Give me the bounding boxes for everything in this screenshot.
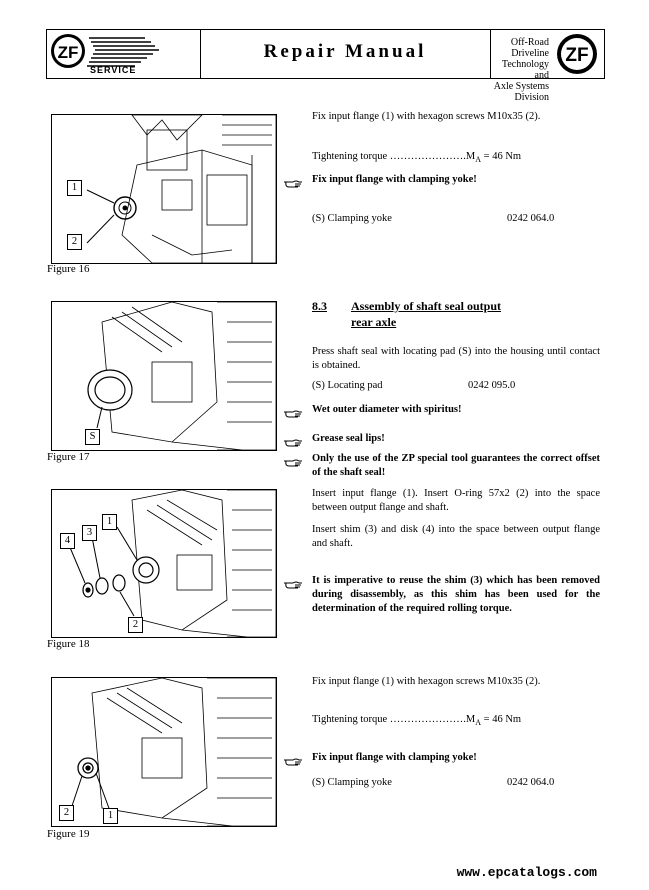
fig17-note1: Wet outer diameter with spiritus! xyxy=(312,404,462,415)
page-header xyxy=(46,29,605,103)
document-title: Repair Manual xyxy=(263,41,427,62)
division-line: Technology and xyxy=(501,59,549,81)
fig18-instruction-2: Insert shim (3) and disk (4) into the space between output flange and shaft. xyxy=(312,524,600,549)
torque-label: Tightening torque ………………….M xyxy=(312,714,476,725)
gearbox-drawing xyxy=(52,490,276,637)
fig17-instruction: Press shaft seal with locating pad (S) into the housing until contact is obtained. xyxy=(312,346,600,371)
division-cell xyxy=(490,30,604,103)
title-cell xyxy=(200,30,491,78)
torque-subscript: A xyxy=(475,718,482,728)
fig17-note3: Only the use of the ZP special tool guarantees the correct offset of the shaft seal! xyxy=(312,453,600,478)
callout-3: 3 xyxy=(82,525,97,541)
fig19-torque xyxy=(312,713,521,730)
zf-logo-icon xyxy=(554,31,600,77)
pointing-hand-icon xyxy=(283,757,303,767)
callout-2: 2 xyxy=(59,805,74,821)
gearbox-drawing xyxy=(52,302,276,450)
figure-19-caption: Figure 19 xyxy=(47,828,90,840)
fig16-tool-number: 0242 064.0 xyxy=(507,213,555,224)
zf-service-logo xyxy=(47,30,201,78)
fig16-tool-label: (S) Clamping yoke xyxy=(312,213,392,224)
figure-16-image xyxy=(51,114,277,264)
callout-4: 4 xyxy=(60,533,75,549)
figure-17-caption: Figure 17 xyxy=(47,451,90,463)
callout-2: 2 xyxy=(67,234,82,250)
footer-url[interactable]: www.epcatalogs.com xyxy=(456,865,597,880)
section-number: 8.3 xyxy=(312,299,327,313)
callout-2: 2 xyxy=(128,617,143,633)
fig17-note2: Grease seal lips! xyxy=(312,433,385,444)
fig19-tool-label: (S) Clamping yoke xyxy=(312,777,392,788)
pointing-hand-icon xyxy=(283,458,303,468)
figure-17-image xyxy=(51,301,277,451)
service-label: SERVICE xyxy=(90,65,137,75)
pointing-hand-icon xyxy=(283,438,303,448)
fig16-instruction: Fix input flange (1) with hexagon screws M10x35 (2). xyxy=(312,111,541,122)
fig19-note: Fix input flange with clamping yoke! xyxy=(312,752,477,763)
torque-label: Tightening torque ………………….M xyxy=(312,151,476,162)
fig17-tool-label: (S) Locating pad xyxy=(312,380,383,391)
torque-subscript: A xyxy=(475,155,482,165)
section-title-line2: rear axle xyxy=(351,315,397,329)
fig16-torque xyxy=(312,150,521,167)
division-line: Off-Road Driveline xyxy=(510,37,549,59)
fig17-tool-number: 0242 095.0 xyxy=(468,380,516,391)
pointing-hand-icon xyxy=(283,179,303,189)
fig18-note: It is imperative to reuse the shim (3) which has been removed during disassembly, as this shim has been used for the determination of the required rolling torque. xyxy=(312,575,600,614)
fig18-instruction-1: Insert input flange (1). Insert O-ring 57x2 (2) into the space between output flange and shaft. xyxy=(312,488,600,513)
division-line: Axle Systems Division xyxy=(493,81,549,103)
pointing-hand-icon xyxy=(283,409,303,419)
callout-s: S xyxy=(85,429,100,445)
logo-text: ZF xyxy=(57,43,79,62)
torque-value: = 46 Nm xyxy=(481,151,522,162)
torque-value: = 46 Nm xyxy=(481,714,522,725)
figure-18-image xyxy=(51,489,277,638)
gearbox-drawing xyxy=(52,678,276,826)
fig19-instruction: Fix input flange (1) with hexagon screws M10x35 (2). xyxy=(312,676,541,687)
callout-1: 1 xyxy=(67,180,82,196)
pointing-hand-icon xyxy=(283,580,303,590)
figure-16-caption: Figure 16 xyxy=(47,263,90,275)
gearbox-drawing xyxy=(52,115,276,263)
callout-1: 1 xyxy=(102,514,117,530)
figure-19-image xyxy=(51,677,277,827)
division-text xyxy=(490,37,549,103)
fig16-note: Fix input flange with clamping yoke! xyxy=(312,174,477,185)
section-title-line1: Assembly of shaft seal output xyxy=(351,299,502,313)
figure-18-caption: Figure 18 xyxy=(47,638,90,650)
fig19-tool-number: 0242 064.0 xyxy=(507,777,555,788)
logo-right-text: ZF xyxy=(565,45,589,66)
callout-1: 1 xyxy=(103,808,118,824)
